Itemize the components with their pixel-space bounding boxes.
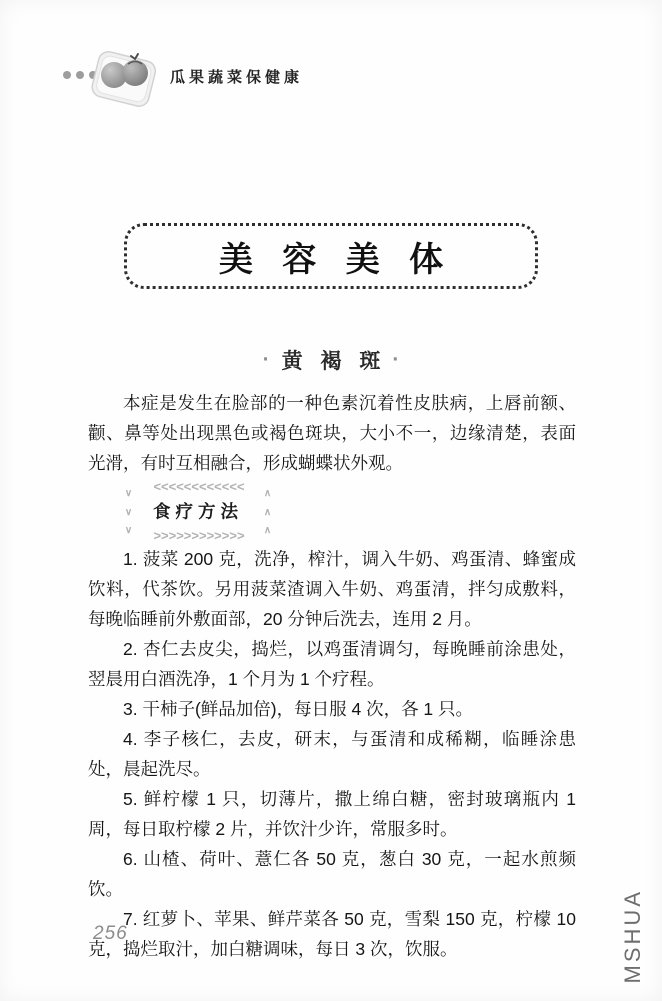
fruit-plate-logo-icon [86,44,162,112]
chevron-down-icon: ∨ [124,525,133,536]
chevron-down-icon: ∨ [124,506,133,518]
page-number: 256 [93,923,128,944]
dot-icon [63,71,71,79]
chapter-title: 美 容 美 体 [218,240,444,279]
remedy-item: 4. 李子核仁，去皮，研末，与蛋清和成稀糊，临睡涂患处，晨起洗尽。 [88,729,576,779]
remedy-item: 7. 红萝卜、苹果、鲜芹菜各 50 克，雪梨 150 克，柠檬 10 克，捣烂取汁，加白糖调味，每日 3 次，饮服。 [88,909,576,959]
heading-left-dot: · [262,348,270,371]
wreath-bottom-icon: >>>>>>>>>>>> [153,528,245,543]
chevron-up-icon: ∧ [263,506,272,518]
wreath-right-icon [261,488,274,536]
wreath-top-icon: <<<<<<<<<<<< [153,479,245,494]
remedy-item: 3. 干柿子(鲜品加倍)，每日服 4 次，各 1 只。 [123,699,474,719]
remedy-list [88,544,576,964]
remedy-item: 1. 菠菜 200 克，洗净，榨汁，调入牛奶、鸡蛋清、蜂蜜成饮料，代茶饮。另用菠菜渣调入牛奶、鸡蛋清，拌匀成敷料，每晚临睡前外敷面部，20 分钟后洗去，连用 2 月。 [88,549,576,629]
book-title: 瓜果蔬菜保健康 [170,69,304,86]
section-heading [0,345,662,375]
method-label: 食疗方法 [153,501,243,522]
heading-right-dot: · [392,348,400,371]
remedy-item: 6. 山楂、荷叶、薏仁各 50 克，葱白 30 克，一起水煎频饮。 [88,849,576,899]
remedy-item: 2. 杏仁去皮尖，捣烂，以鸡蛋清调匀，每晚睡前涂患处，翌晨用白酒洗净，1 个月为 1 个疗程。 [88,639,576,689]
chevron-down-icon: ∨ [124,488,133,499]
section-title: 黄 褐 斑 [281,350,381,373]
chevron-up-icon: ∧ [263,525,272,536]
section-intro-paragraph: 本症是发生在脸部的一种色素沉着性皮肤病，上唇前额、颧、鼻等处出现黑色或褐色斑块，大小不一，边缘清楚，表面光滑，有时互相融合，形成蝴蝶状外观。 [88,393,576,473]
method-label-box [123,479,272,543]
remedy-item: 5. 鲜柠檬 1 只，切薄片，撒上绵白糖，密封玻璃瓶内 1 周，每日取柠檬 2 片，并饮汁少许，常服多时。 [88,789,576,839]
chapter-title-box [124,223,538,289]
chevron-up-icon: ∧ [263,488,272,499]
dot-icon [76,71,84,79]
wreath-left-icon [122,488,135,536]
watermark-text: MSHUA [620,888,645,983]
